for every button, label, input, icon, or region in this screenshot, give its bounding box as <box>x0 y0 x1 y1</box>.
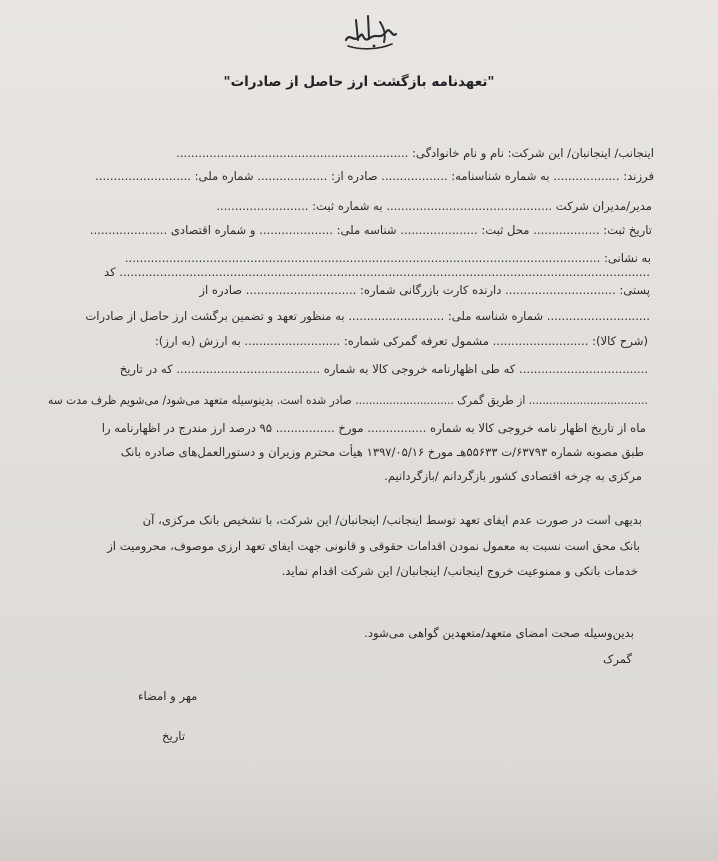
body-line-4: تاریخ ثبت: .................. محل ثبت: ..................... شناسه ملی: .................... و شماره اقتصادی ..................... <box>89 223 652 237</box>
body-line-12: ماه از تاریخ اظهار نامه خروجی کالا به شماره ................ مورخ ................ ۹۵ درصد ارز مندرج در اظهارنامه را <box>101 421 646 435</box>
body-line-6: ................................................................................................................................................ کد <box>104 265 650 279</box>
body-line-1: اینجانب/ اینجانبان/ این شرکت: نام و نام خانوادگی: ............................................................... <box>176 146 654 160</box>
obligation-line-3: خدمات بانکی و ممنوعیت خروج اینجانب/ اینجانبان/ این شرکت اقدام نماید. <box>281 564 638 578</box>
obligation-line-2: بانک محق است نسبت به معمول نمودن اقدامات حقوقی و قانونی جهت ایفای تعهد ارزی موصوف، محرومیت از <box>107 539 640 553</box>
date-label: تاریخ <box>162 729 186 743</box>
certification-text: بدین‌وسیله صحت امضای متعهد/متعهدین گواهی می‌شود. <box>364 626 634 640</box>
obligation-line-1: بدیهی است در صورت عدم ایفای تعهد توسط اینجانب/ اینجانبان/ این شرکت، با تشخیص بانک مرکزی، آن <box>142 513 642 527</box>
body-line-9: (شرح کالا): .......................... مشمول تعرفه گمرکی شماره: .......................... به ارزش (به ارز): <box>154 334 648 348</box>
customs-label: گمرک <box>603 652 632 666</box>
body-line-8: ............................ شماره شناسه ملی: .......................... به منظور تعهد و تضمین برگشت ارز حاصل از صادرات <box>85 309 650 323</box>
body-line-11: ................................... از طریق گمرک ............................. صادر شده است. بدینوسیله متعهد می‌شود/ می‌شویم ظرف مدت سه <box>48 393 648 407</box>
body-line-14: مرکزی به چرخه اقتصادی کشور بازگردانم /بازگردانیم. <box>384 469 642 483</box>
body-line-3: مدیر/مدیران شرکت ............................................. به شماره ثبت: ......................... <box>216 199 652 213</box>
bismillah-calligraphy-logo <box>340 10 400 54</box>
body-line-2: فرزند: .................. به شماره شناسنامه: .................. صادره از: ................... شماره ملی: .......................... <box>95 169 654 183</box>
body-line-7: پستی: .............................. دارنده کارت بازرگانی شماره: .............................. صادره از <box>199 283 650 297</box>
document-title: "تعهدنامه بازگشت ارز حاصل از صادرات" <box>223 74 495 90</box>
body-line-10: ................................... که طی اظهارنامه خروجی کالا به شماره ....................................... که در تاریخ <box>119 362 648 376</box>
seal-signature-label: مهر و امضاء <box>138 689 198 703</box>
body-line-5: به نشانی: ................................................................................................................................. <box>124 251 651 265</box>
paper-shadow <box>0 771 718 861</box>
body-line-13: طبق مصوبه شماره ۶۳۷۹۳/ت ۵۵۶۳۳هـ مورخ ۱۳۹۷/۰۵/۱۶ هیأت محترم وزیران و دستورالعمل‌های صادره بانک <box>120 445 644 459</box>
